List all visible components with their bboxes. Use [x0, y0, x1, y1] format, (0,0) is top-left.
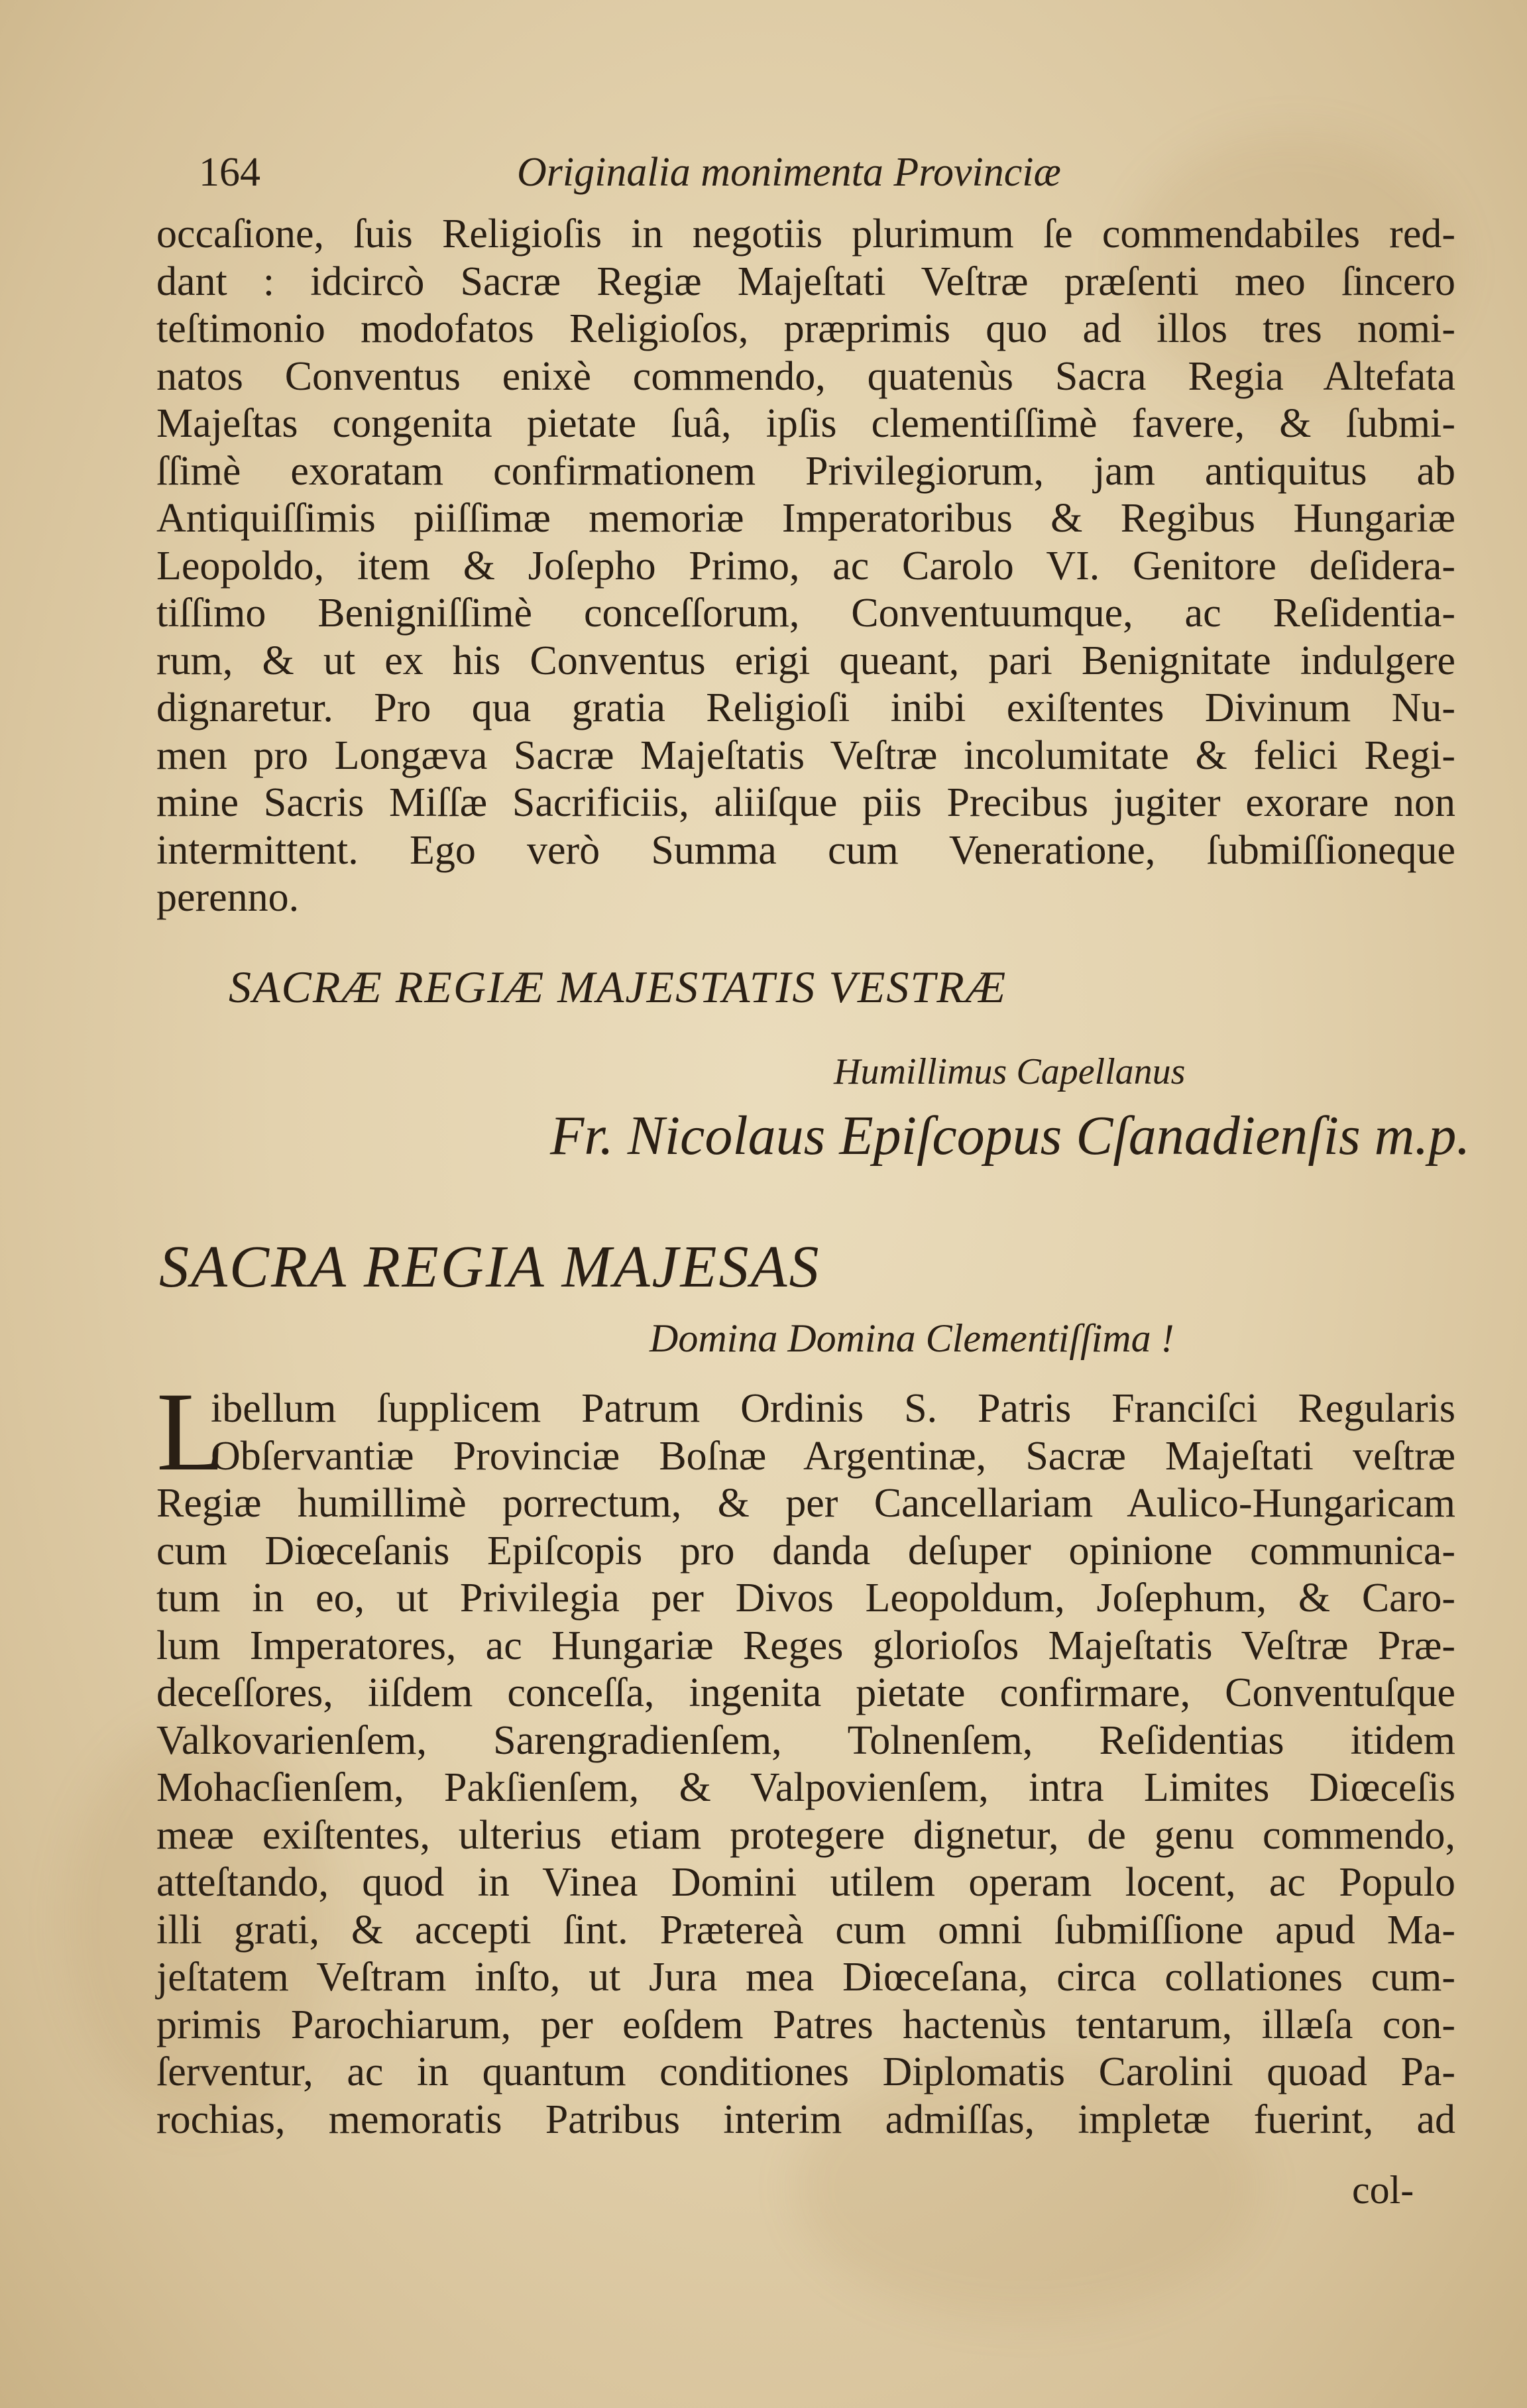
page-header [199, 149, 1326, 202]
letter1-salutation: SACRÆ REGIÆ MAJESTATIS VESTRÆ [229, 962, 1007, 1012]
letter2-line: lum Imperatores, ac Hungariæ Reges glorioſos Majeſtatis Veſtræ Præ- [156, 1623, 1455, 1668]
letter2-line: meæ exiſtentes, ulterius etiam protegere dignetur, de genu commendo, [156, 1812, 1455, 1858]
letter1-closing: Humillimus Capellanus [834, 1051, 1186, 1092]
letter2-line: ſerventur, ac in quantum conditiones Diplomatis Carolini quoad Pa- [156, 2049, 1455, 2094]
letter2-body [156, 1480, 1455, 2144]
letter1-line: men pro Longæva Sacræ Majeſtatis Veſtræ incolumitate & felici Regi- [156, 732, 1455, 778]
running-head: Originalia monimenta Provinciæ [517, 150, 1061, 195]
letter2-line: deceſſores, iiſdem conceſſa, ingenita pietate confirmare, Conventuſque [156, 1670, 1455, 1715]
letter2-line: cum Diœceſanis Epiſcopis pro danda deſuper opinione communica- [156, 1528, 1455, 1574]
letter2-line: jeſtatem Veſtram inſto, ut Jura mea Diœceſana, circa collationes cum- [156, 1955, 1455, 2000]
letter2-dropcap: L [156, 1369, 225, 1494]
catchword: col- [1352, 2168, 1414, 2212]
page-number: 164 [199, 150, 260, 195]
letter2-heading: SACRA REGIA MAJESAS [159, 1234, 821, 1300]
letter2-body-indented [211, 1385, 1455, 1480]
letter1-line: dant : idcircò Sacræ Regiæ Majeſtati Veſtræ præſenti meo ſincero [156, 258, 1455, 304]
letter2-line: ibellum ſupplicem Patrum Ordinis S. Patris Franciſci Regularis [211, 1386, 1455, 1431]
letter1-line: perenno. [156, 875, 300, 920]
letter1-line: ſſimè exoratam confirmationem Privilegiorum, jam antiquitus ab [156, 448, 1455, 494]
letter2-line: Mohacſienſem, Pakſienſem, & Valpovienſem, intra Limites Diœceſis [156, 1765, 1455, 1810]
letter2-line: Regiæ humillimè porrectum, & per Cancellariam Aulico-Hungaricam [156, 1481, 1455, 1526]
letter2-line: rochias, memoratis Patribus interim admiſſas, impletæ fuerint, ad [156, 2096, 1455, 2142]
letter1-line: natos Conventus enixè commendo, quatenùs Sacra Regia Altefata [156, 353, 1455, 399]
letter1-line: dignaretur. Pro qua gratia Religioſi inibi exiſtentes Divinum Nu- [156, 685, 1455, 730]
letter1-line: intermittent. Ego verò Summa cum Veneratione, ſubmiſſioneque [156, 827, 1455, 873]
letter2-line: illi grati, & accepti ſint. Prætereà cum omni ſubmiſſione apud Ma- [156, 1907, 1455, 1953]
letter1-line: mine Sacris Miſſæ Sacrificiis, aliiſque piis Precibus jugiter exorare non [156, 780, 1455, 825]
letter2-line: Valkovarienſem, Sarengradienſem, Tolnenſem, Reſidentias itidem [156, 1717, 1455, 1763]
letter1-line: tiſſimo Benigniſſimè conceſſorum, Conventuumque, ac Reſidentia- [156, 591, 1455, 636]
letter1-line: Antiquiſſimis piiſſimæ memoriæ Imperatoribus & Regibus Hungariæ [156, 496, 1455, 541]
letter1-line: Leopoldo, item & Joſepho Primo, ac Carolo VI. Genitore deſidera- [156, 543, 1455, 589]
letter2-line: atteſtando, quod in Vinea Domini utilem operam locent, ac Populo [156, 1860, 1455, 1905]
letter1-line: teſtimonio modofatos Religioſos, præprimis quo ad illos tres nomi- [156, 306, 1455, 351]
letter1-body [156, 211, 1455, 922]
letter1-line: Majeſtas congenita pietate ſuâ, ipſis clementiſſimè favere, & ſubmi- [156, 401, 1455, 446]
letter1-signature: Fr. Nicolaus Epiſcopus Cſanadienſis m.p. [550, 1105, 1471, 1167]
letter2-line: tum in eo, ut Privilegia per Divos Leopoldum, Joſephum, & Caro- [156, 1576, 1455, 1621]
letter2-line: primis Parochiarum, per eoſdem Patres hactenùs tentarum, illæſa con- [156, 2002, 1455, 2047]
letter1-line: rum, & ut ex his Conventus erigi queant, pari Benignitate indulgere [156, 638, 1455, 683]
letter2-subheading: Domina Domina Clementiſſima ! [650, 1316, 1174, 1360]
letter1-line: occaſione, ſuis Religioſis in negotiis plurimum ſe commendabiles red- [156, 211, 1455, 257]
letter2-line: Obſervantiæ Provinciæ Boſnæ Argentinæ, Sacræ Majeſtati veſtræ [211, 1433, 1455, 1479]
